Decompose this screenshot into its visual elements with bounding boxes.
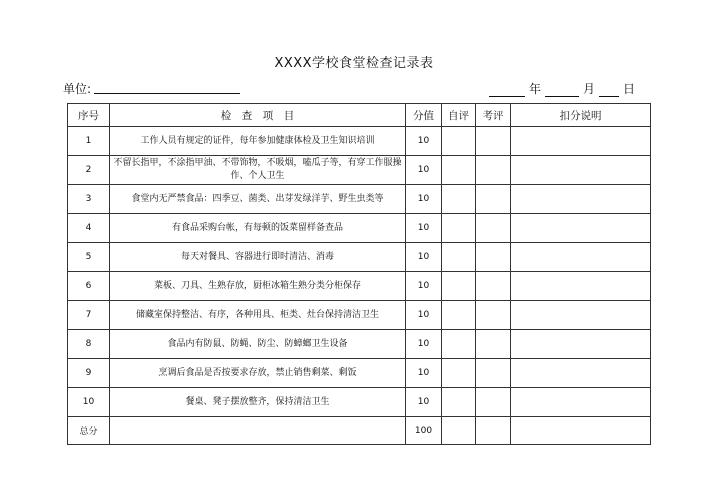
total-deduction-notes-cell[interactable]	[511, 417, 651, 445]
row-number: 4	[68, 214, 110, 243]
row-self-eval-cell[interactable]	[442, 330, 476, 359]
row-score: 10	[406, 388, 442, 417]
row-self-eval-cell[interactable]	[442, 301, 476, 330]
row-inspection-item: 每天对餐具、容器进行即时清洁、消毒	[110, 243, 406, 272]
row-deduction-notes-cell[interactable]	[511, 330, 651, 359]
row-inspection-item: 食品内有防鼠、防蝇、防尘、防蟑螂卫生设备	[110, 330, 406, 359]
row-score: 10	[406, 330, 442, 359]
row-inspection-item: 工作人员有规定的证件，每年参加健康体检及卫生知识培训	[110, 127, 406, 156]
year-blank-field[interactable]	[489, 83, 525, 97]
row-exam-eval-cell[interactable]	[476, 388, 511, 417]
table-row	[68, 301, 651, 330]
row-number: 9	[68, 359, 110, 388]
row-self-eval-cell[interactable]	[442, 185, 476, 214]
month-label: 月	[582, 82, 595, 96]
row-exam-eval-cell[interactable]	[476, 301, 511, 330]
row-score: 10	[406, 359, 442, 388]
table-row	[68, 185, 651, 214]
row-inspection-item: 有食品采购台帐，有每顿的饭菜留样备查品	[110, 214, 406, 243]
row-score: 10	[406, 156, 442, 185]
table-row	[68, 272, 651, 301]
row-deduction-notes-cell[interactable]	[511, 388, 651, 417]
header-score: 分值	[406, 104, 442, 127]
row-score: 10	[406, 127, 442, 156]
header-row	[55, 79, 655, 97]
row-exam-eval-cell[interactable]	[476, 185, 511, 214]
row-self-eval-cell[interactable]	[442, 388, 476, 417]
row-inspection-item: 菜板、刀具、生熟存放，厨柜冰箱生熟分类分柜保存	[110, 272, 406, 301]
row-exam-eval-cell[interactable]	[476, 330, 511, 359]
row-self-eval-cell[interactable]	[442, 243, 476, 272]
row-number: 8	[68, 330, 110, 359]
row-inspection-item: 餐桌、凳子摆放整齐，保持清洁卫生	[110, 388, 406, 417]
inspection-table	[67, 103, 651, 445]
row-deduction-notes-cell[interactable]	[511, 214, 651, 243]
unit-label: 单位:	[63, 82, 92, 96]
row-deduction-notes-cell[interactable]	[511, 127, 651, 156]
day-label: 日	[622, 82, 635, 96]
table-row	[68, 156, 651, 185]
row-deduction-notes-cell[interactable]	[511, 359, 651, 388]
header-item: 检 查 项 目	[110, 104, 406, 127]
day-blank-field[interactable]	[599, 83, 619, 97]
row-inspection-item: 食堂内无严禁食品：四季豆、菌类、出芽发绿洋芋、野生虫类等	[110, 185, 406, 214]
month-blank-field[interactable]	[545, 83, 579, 97]
table-header-row	[68, 104, 651, 127]
row-deduction-notes-cell[interactable]	[511, 272, 651, 301]
row-deduction-notes-cell[interactable]	[511, 301, 651, 330]
row-number: 3	[68, 185, 110, 214]
row-self-eval-cell[interactable]	[442, 359, 476, 388]
row-deduction-notes-cell[interactable]	[511, 243, 651, 272]
row-score: 10	[406, 301, 442, 330]
total-item-cell	[110, 417, 406, 445]
row-inspection-item: 储藏室保持整洁、有序，各种用具、柜类、灶台保持清洁卫生	[110, 301, 406, 330]
page-title: XXXX学校食堂检查记录表	[274, 56, 434, 71]
table-body	[68, 127, 651, 445]
header-self-eval: 自评	[442, 104, 476, 127]
row-self-eval-cell[interactable]	[442, 156, 476, 185]
row-self-eval-cell[interactable]	[442, 127, 476, 156]
row-deduction-notes-cell[interactable]	[511, 156, 651, 185]
table-row	[68, 214, 651, 243]
table-row	[68, 388, 651, 417]
row-exam-eval-cell[interactable]	[476, 127, 511, 156]
row-score: 10	[406, 185, 442, 214]
row-number: 6	[68, 272, 110, 301]
row-score: 10	[406, 272, 442, 301]
header-deduction-notes: 扣分说明	[511, 104, 651, 127]
total-exam-eval-cell[interactable]	[476, 417, 511, 445]
row-number: 5	[68, 243, 110, 272]
unit-blank-field[interactable]	[94, 93, 240, 94]
row-exam-eval-cell[interactable]	[476, 214, 511, 243]
date-field	[489, 80, 639, 97]
row-score: 10	[406, 243, 442, 272]
total-row	[68, 417, 651, 445]
row-inspection-item: 烹调后食品是否按要求存放，禁止销售剩菜、剩饭	[110, 359, 406, 388]
table-row	[68, 359, 651, 388]
row-exam-eval-cell[interactable]	[476, 156, 511, 185]
total-self-eval-cell[interactable]	[442, 417, 476, 445]
row-exam-eval-cell[interactable]	[476, 359, 511, 388]
row-number: 7	[68, 301, 110, 330]
table-row	[68, 127, 651, 156]
table-row	[68, 243, 651, 272]
table-row	[68, 330, 651, 359]
row-deduction-notes-cell[interactable]	[511, 185, 651, 214]
row-exam-eval-cell[interactable]	[476, 243, 511, 272]
row-exam-eval-cell[interactable]	[476, 272, 511, 301]
header-exam-eval: 考评	[476, 104, 511, 127]
row-number: 10	[68, 388, 110, 417]
row-inspection-item: 不留长指甲，不涂指甲油、不带饰物，不吸烟，嗑瓜子等，有穿工作服操作、个人卫生	[110, 156, 406, 185]
total-score: 100	[406, 417, 442, 445]
row-number: 2	[68, 156, 110, 185]
row-score: 10	[406, 214, 442, 243]
row-number: 1	[68, 127, 110, 156]
header-no: 序号	[68, 104, 110, 127]
total-label: 总分	[68, 417, 110, 445]
row-self-eval-cell[interactable]	[442, 272, 476, 301]
row-self-eval-cell[interactable]	[442, 214, 476, 243]
year-label: 年	[528, 82, 541, 96]
